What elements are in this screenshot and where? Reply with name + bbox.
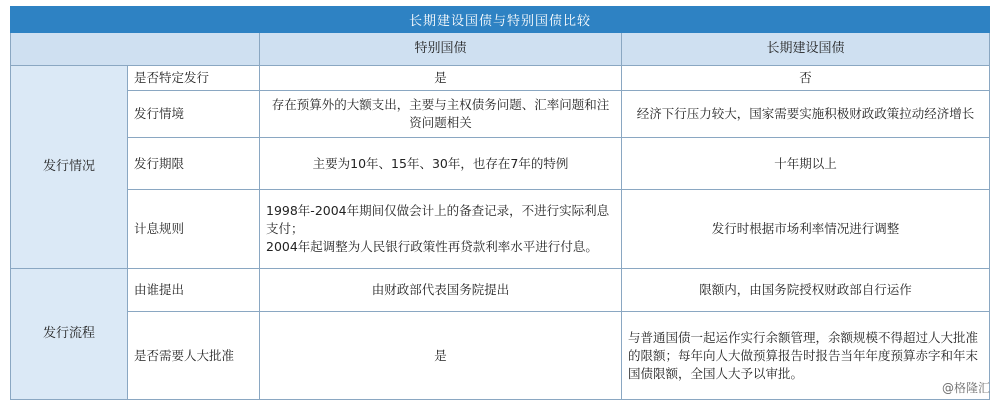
special-value: 是 — [260, 312, 622, 400]
special-value: 主要为10年、15年、30年，也存在7年的特例 — [260, 138, 622, 190]
special-value: 是 — [260, 66, 622, 91]
header-special-bond: 特别国债 — [260, 33, 622, 66]
row-label: 发行情境 — [128, 91, 260, 138]
row-label: 由谁提出 — [128, 269, 260, 312]
longterm-value: 十年期以上 — [622, 138, 990, 190]
row-label: 是否需要人大批准 — [128, 312, 260, 400]
row-label: 发行期限 — [128, 138, 260, 190]
row-label: 计息规则 — [128, 190, 260, 269]
longterm-value: 发行时根据市场利率情况进行调整 — [622, 190, 990, 269]
category-process: 发行流程 — [10, 269, 128, 400]
longterm-value: 限额内，由国务院授权财政部自行运作 — [622, 269, 990, 312]
row-label: 是否特定发行 — [128, 66, 260, 91]
category-issuance: 发行情况 — [10, 66, 128, 269]
header-empty-cell — [10, 33, 260, 66]
special-value: 存在预算外的大额支出，主要与主权债务问题、汇率问题和注资问题相关 — [260, 91, 622, 138]
special-value: 由财政部代表国务院提出 — [260, 269, 622, 312]
special-value: 1998年-2004年期间仅做会计上的备查记录，不进行实际利息支付； 2004年起调整为人民银行政策性再贷款利率水平进行付息。 — [260, 190, 622, 269]
comparison-table — [10, 6, 990, 400]
watermark-text: @格隆汇 — [941, 381, 990, 395]
longterm-value: 与普通国债一起运作实行余额管理，余额规模不得超过人大批准的限额；每年向人大做预算报告时报告当年年度预算赤字和年末国债限额，全国人大予以审批。 — [622, 312, 990, 400]
table-title: 长期建设国债与特别国债比较 — [10, 6, 990, 33]
longterm-value: 否 — [622, 66, 990, 91]
header-longterm-bond: 长期建设国债 — [622, 33, 990, 66]
longterm-value: 经济下行压力较大，国家需要实施积极财政政策拉动经济增长 — [622, 91, 990, 138]
